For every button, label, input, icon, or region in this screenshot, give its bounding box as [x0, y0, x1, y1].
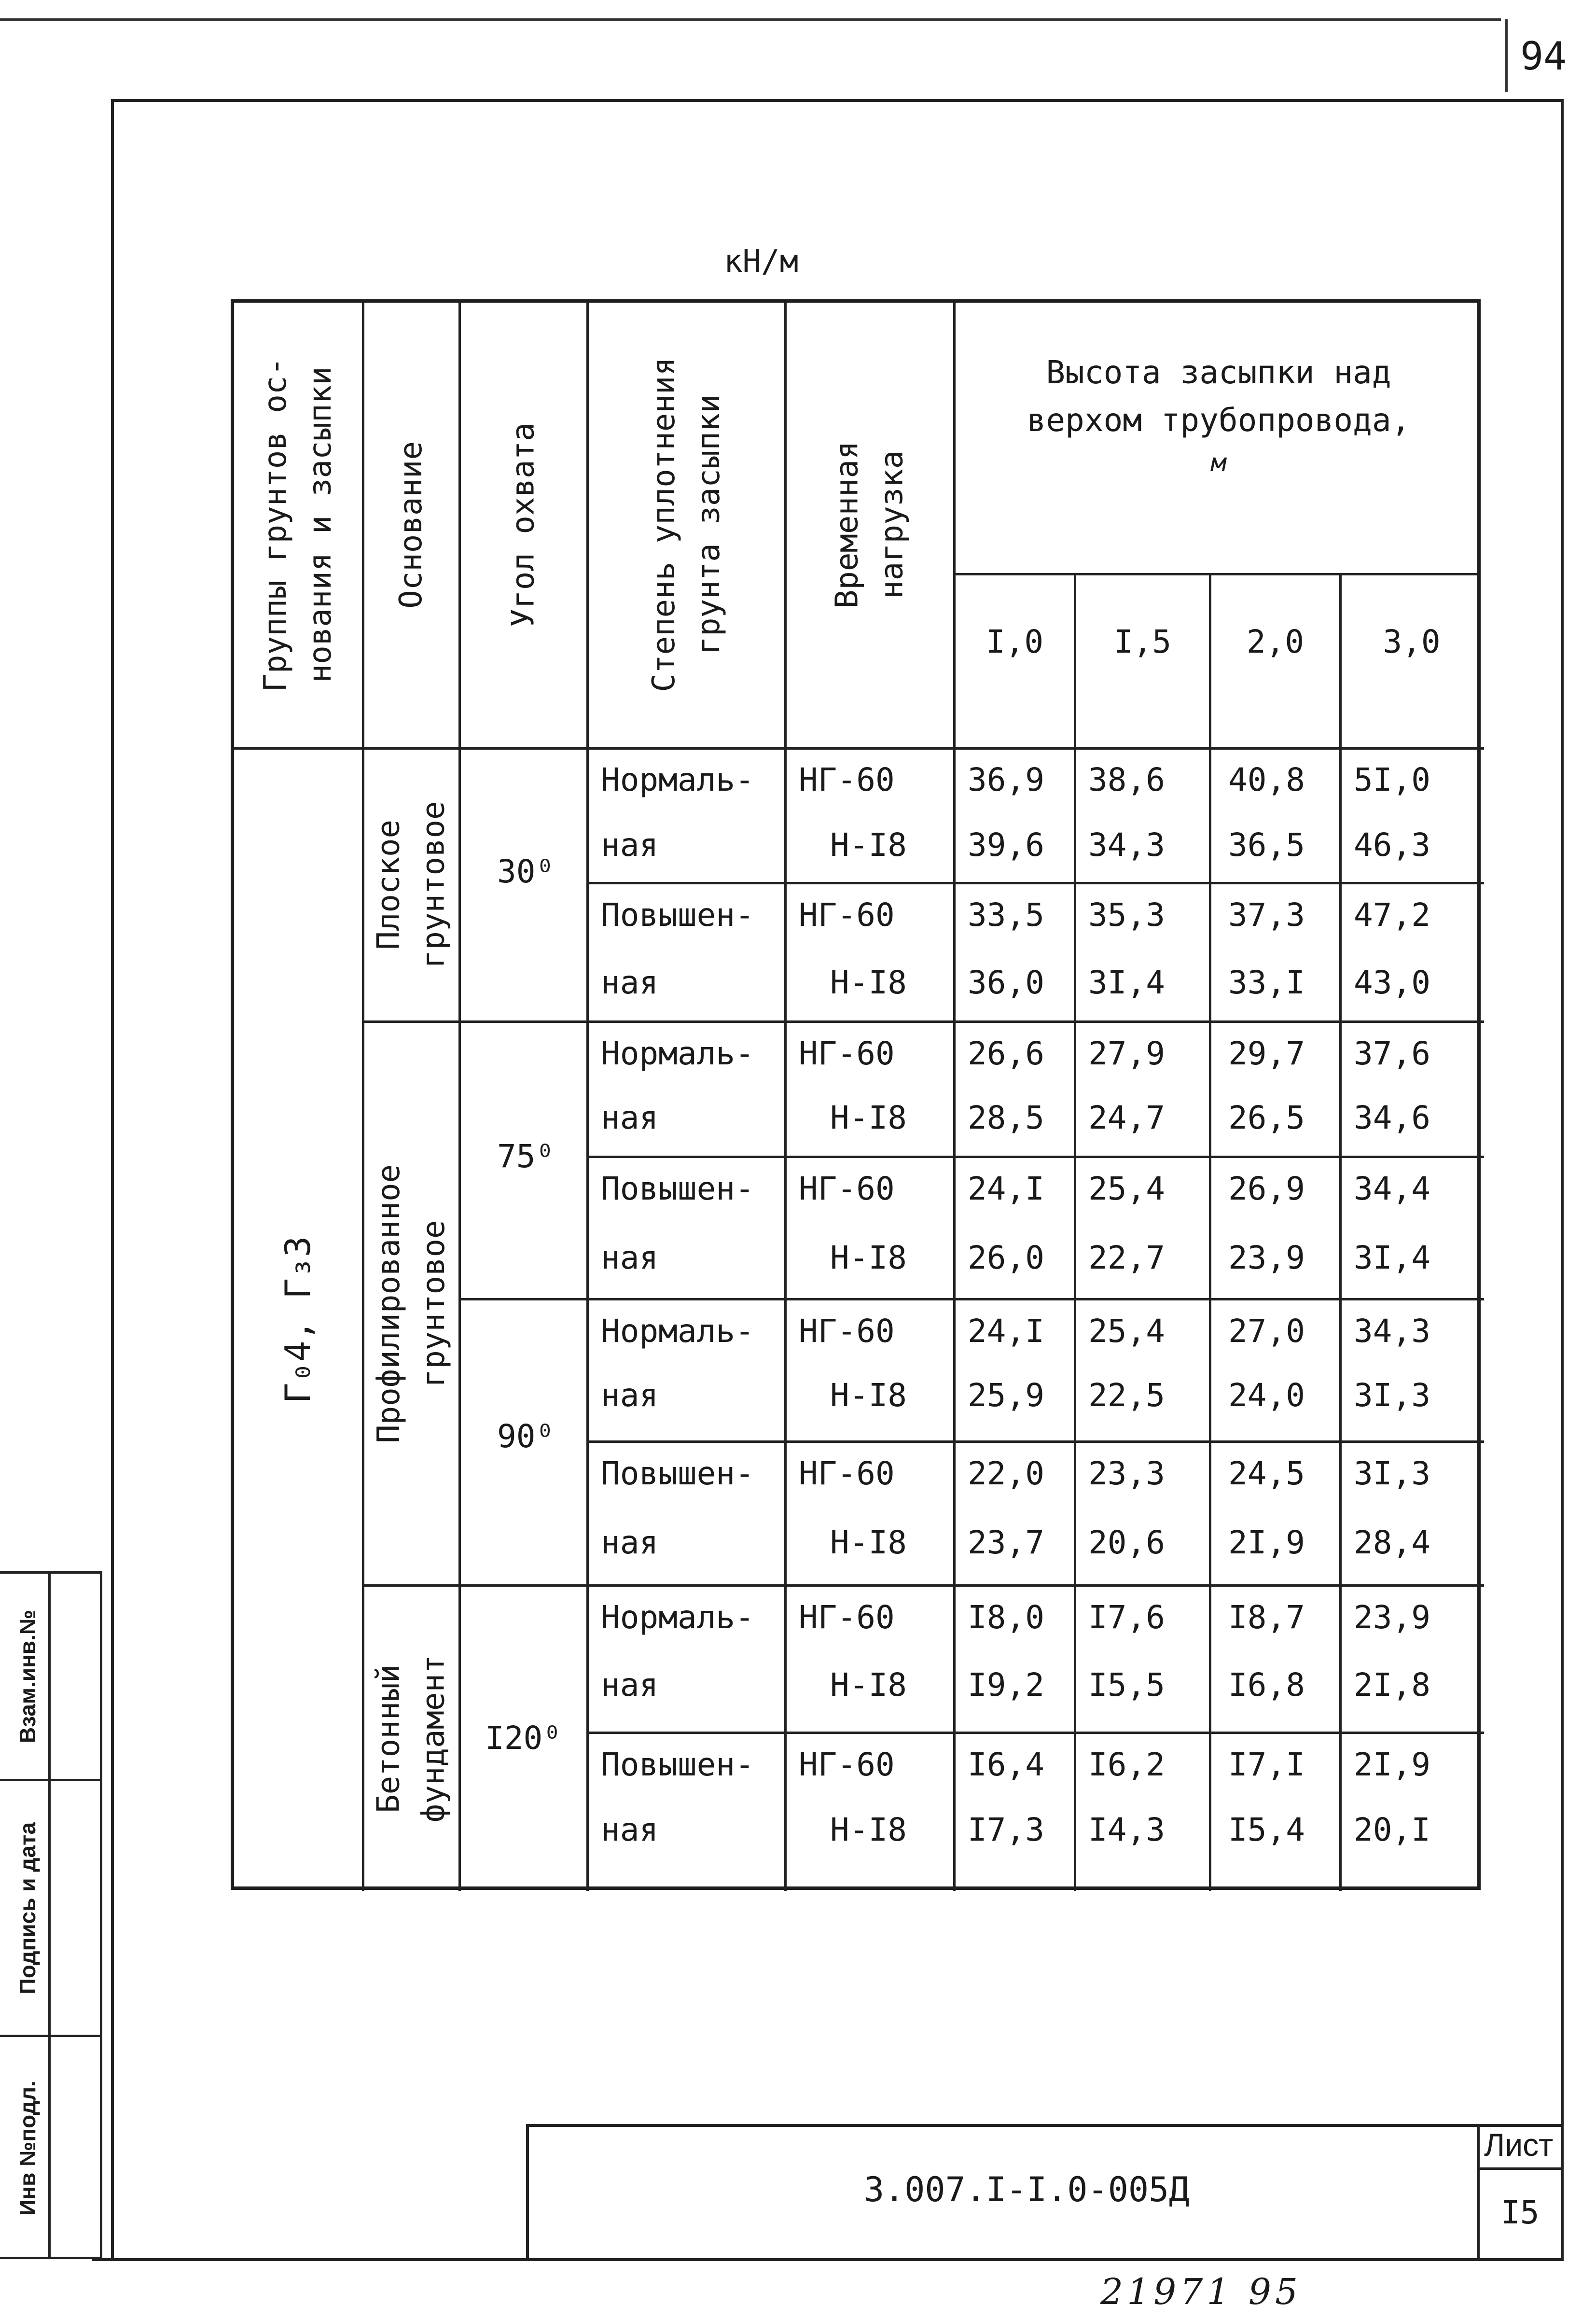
table-cell: 27,9: [1088, 1035, 1165, 1072]
load-type: Н-I8: [830, 826, 907, 864]
compaction-degree: ная: [601, 964, 659, 1001]
compaction-degree: ная: [601, 1099, 659, 1136]
table-cell: 5I,0: [1354, 761, 1430, 798]
stamp-replace-inv: Взам.инв.№: [15, 1609, 40, 1743]
load-type: Н-I8: [830, 1377, 907, 1414]
table-cell: 36,9: [968, 761, 1044, 798]
row-rule: [362, 1584, 1484, 1587]
table-cell: I6,2: [1088, 1746, 1165, 1783]
stamp-signature-date: Подпись и дата: [15, 1822, 41, 1994]
col-line: [1339, 573, 1342, 1891]
base-profiled-soil: Профилированное грунтовое: [371, 1164, 452, 1443]
table-cell: I6,4: [968, 1746, 1044, 1783]
compaction-degree: Нормаль-: [601, 1035, 754, 1072]
table-cell: 39,6: [968, 826, 1044, 864]
table-cell: 20,6: [1088, 1524, 1165, 1561]
load-type: Н-I8: [830, 1666, 907, 1704]
col-line: [1074, 573, 1076, 1891]
load-type: НГ-60: [799, 1170, 895, 1207]
table-cell: 28,4: [1354, 1524, 1430, 1561]
table-cell: 24,0: [1228, 1377, 1305, 1414]
stamp-inv-original: Инв №подл.: [15, 2081, 41, 2216]
table-cell: 34,3: [1354, 1313, 1430, 1350]
table-cell: 20,I: [1354, 1811, 1430, 1848]
table-cell: 2I,9: [1228, 1524, 1305, 1561]
table-cell: 38,6: [1088, 761, 1165, 798]
row-rule: [586, 882, 1484, 884]
table-cell: 47,2: [1354, 896, 1430, 934]
table-cell: 25,9: [968, 1377, 1044, 1414]
compaction-degree: Повышен-: [601, 1170, 754, 1207]
compaction-degree: Нормаль-: [601, 1313, 754, 1350]
angle-75: 75⁰: [497, 1138, 555, 1175]
table-cell: 2I,8: [1354, 1666, 1430, 1704]
load-type: НГ-60: [799, 761, 895, 798]
load-type: Н-I8: [830, 964, 907, 1001]
load-type: НГ-60: [799, 1455, 895, 1492]
table-cell: 25,4: [1088, 1170, 1165, 1207]
table-cell: 24,I: [968, 1313, 1044, 1350]
compaction-degree: ная: [601, 1239, 659, 1276]
load-type: НГ-60: [799, 896, 895, 934]
load-type: НГ-60: [799, 1035, 895, 1072]
top-rule: [0, 18, 1501, 21]
sheet-divider: [1477, 2167, 1564, 2170]
header-height-line1: Высота засыпки над: [1046, 354, 1391, 391]
table-cell: 34,6: [1354, 1099, 1430, 1136]
col-line: [1209, 573, 1211, 1891]
header-rule: [953, 573, 1479, 575]
load-type: Н-I8: [830, 1524, 907, 1561]
top-margin-line: [1505, 19, 1508, 92]
table-cell: 2I,9: [1354, 1746, 1430, 1783]
header-height-1-5: I,5: [1113, 623, 1172, 660]
table-cell: 36,0: [968, 964, 1044, 1001]
table-cell: 25,4: [1088, 1313, 1165, 1350]
side-stamp: [0, 1571, 102, 2259]
table-cell: I9,2: [968, 1666, 1044, 1704]
soil-group-value: Г₀4, Г₃3: [278, 1236, 319, 1404]
table-cell: 37,6: [1354, 1035, 1430, 1072]
table-cell: 3I,3: [1354, 1377, 1430, 1414]
compaction-degree: ная: [601, 1666, 659, 1704]
row-rule: [458, 1298, 1484, 1300]
document-code: 3.007.I-I.0-005Д: [864, 2170, 1190, 2209]
table-cell: 28,5: [968, 1099, 1044, 1136]
angle-30: 30⁰: [497, 853, 555, 890]
table-cell: 22,0: [968, 1455, 1044, 1492]
load-type: НГ-60: [799, 1313, 895, 1350]
table-cell: 43,0: [1354, 964, 1430, 1001]
table-cell: I8,7: [1228, 1599, 1305, 1636]
table-cell: 23,7: [968, 1524, 1044, 1561]
header-height-1-0: I,0: [985, 623, 1044, 660]
row-rule: [362, 1020, 1484, 1023]
table-cell: 23,3: [1088, 1455, 1165, 1492]
table-cell: I8,0: [968, 1599, 1044, 1636]
table-cell: 33,5: [968, 896, 1044, 934]
header-compaction: Степень уплотнения грунта засыпки: [646, 357, 727, 692]
compaction-degree: Повышен-: [601, 1746, 754, 1783]
header-height: [956, 349, 1482, 482]
load-type: Н-I8: [830, 1811, 907, 1848]
compaction-degree: Повышен-: [601, 896, 754, 934]
header-height-unit: м: [1211, 448, 1226, 477]
sheet-label: Лист: [1484, 2127, 1554, 2163]
header-load: Временная нагрузка: [829, 441, 910, 609]
table-cell: 26,0: [968, 1239, 1044, 1276]
compaction-degree: Нормаль-: [601, 761, 754, 798]
header-angle: Угол охвата: [505, 422, 541, 627]
table-cell: I6,8: [1228, 1666, 1305, 1704]
load-table: [231, 299, 1481, 1890]
table-cell: 23,9: [1228, 1239, 1305, 1276]
table-cell: I5,4: [1228, 1811, 1305, 1848]
handwritten-note: 21971 95: [1100, 2271, 1302, 2313]
compaction-degree: ная: [601, 826, 659, 864]
table-cell: 33,I: [1228, 964, 1305, 1001]
table-cell: 3I,3: [1354, 1455, 1430, 1492]
row-rule: [586, 1156, 1484, 1158]
table-cell: 26,6: [968, 1035, 1044, 1072]
compaction-degree: ная: [601, 1377, 659, 1414]
compaction-degree: ная: [601, 1524, 659, 1561]
table-cell: I5,5: [1088, 1666, 1165, 1704]
table-cell: 35,3: [1088, 896, 1165, 934]
page-number: 94: [1520, 34, 1567, 79]
header-soil-groups: Группы грунтов ос- нования и засыпки: [257, 357, 338, 692]
table-cell: 29,7: [1228, 1035, 1305, 1072]
table-cell: 23,9: [1354, 1599, 1430, 1636]
header-base: Основание: [393, 441, 430, 609]
table-cell: 40,8: [1228, 761, 1305, 798]
table-cell: 3I,4: [1088, 964, 1165, 1001]
compaction-degree: Повышен-: [601, 1455, 754, 1492]
table-cell: 36,5: [1228, 826, 1305, 864]
table-cell: 34,3: [1088, 826, 1165, 864]
header-height-2-0: 2,0: [1246, 623, 1305, 660]
header-height-line2: верхом трубопровода,: [1027, 402, 1411, 439]
table-cell: I7,3: [968, 1811, 1044, 1848]
table-cell: 34,4: [1354, 1170, 1430, 1207]
units-label: кН/м: [724, 244, 799, 279]
table-cell: 24,5: [1228, 1455, 1305, 1492]
base-concrete-foundation: Бетонный фундамент: [371, 1655, 452, 1823]
header-height-3-0: 3,0: [1383, 623, 1441, 660]
compaction-degree: Нормаль-: [601, 1599, 754, 1636]
angle-90: 90⁰: [497, 1418, 555, 1455]
table-cell: 22,5: [1088, 1377, 1165, 1414]
load-type: Н-I8: [830, 1239, 907, 1276]
table-cell: 26,5: [1228, 1099, 1305, 1136]
table-cell: 27,0: [1228, 1313, 1305, 1350]
base-flat-soil: Плоское грунтовое: [371, 801, 452, 969]
table-cell: 24,I: [968, 1170, 1044, 1207]
table-cell: I7,6: [1088, 1599, 1165, 1636]
table-cell: I7,I: [1228, 1746, 1305, 1783]
col-line: [953, 303, 956, 1891]
compaction-degree: ная: [601, 1811, 659, 1848]
table-cell: 24,7: [1088, 1099, 1165, 1136]
table-cell: 22,7: [1088, 1239, 1165, 1276]
table-cell: I4,3: [1088, 1811, 1165, 1848]
row-rule: [586, 1732, 1484, 1734]
load-type: НГ-60: [799, 1599, 895, 1636]
table-cell: 46,3: [1354, 826, 1430, 864]
table-cell: 3I,4: [1354, 1239, 1430, 1276]
row-rule: [586, 1440, 1484, 1443]
angle-120: I20⁰: [485, 1719, 562, 1757]
load-type: НГ-60: [799, 1746, 895, 1783]
load-type: Н-I8: [830, 1099, 907, 1136]
sheet-number: I5: [1501, 2194, 1540, 2231]
table-cell: 37,3: [1228, 896, 1305, 934]
table-cell: 26,9: [1228, 1170, 1305, 1207]
